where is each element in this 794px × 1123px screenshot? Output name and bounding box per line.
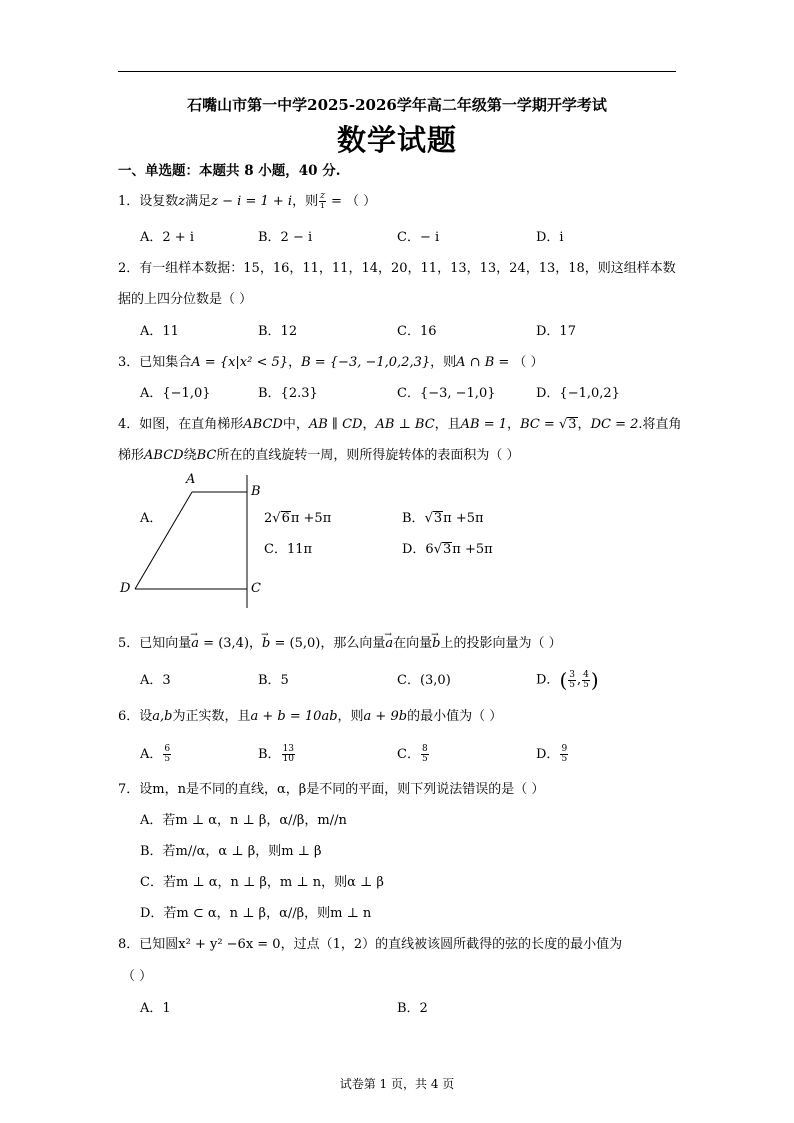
- q4-option-a[interactable]: 2√6π +5π: [264, 511, 332, 526]
- q2-option-c[interactable]: C．16: [397, 324, 437, 339]
- q3-option-a[interactable]: A．{−1,0}: [140, 386, 211, 401]
- exam-subtitle: 石嘴山市第一中学2025-2026学年高二年级第一学期开学考试: [187, 96, 607, 114]
- q7-option-c[interactable]: C．若m ⊥ α，n ⊥ β，m ⊥ n，则α ⊥ β: [140, 875, 384, 890]
- q1-option-b[interactable]: B．2 − i: [258, 230, 313, 245]
- q6-option-b[interactable]: B． $\frac{13}{10}$: [258, 744, 295, 764]
- q6-stem: 6．设a,b为正实数，且a + b = 10ab，则a + 9b的最小值为（ ）: [118, 709, 503, 724]
- q5-option-a[interactable]: A．3: [140, 673, 171, 688]
- q7-option-d[interactable]: D．若m ⊂ α，n ⊥ β，α//β，则m ⊥ n: [140, 906, 372, 921]
- point-label-c: C: [251, 581, 261, 596]
- q2-option-d[interactable]: D．17: [536, 324, 576, 339]
- q7-stem: 7．设m，n是不同的直线，α，β是不同的平面，则下列说法错误的是（ ）: [118, 782, 545, 797]
- q1-option-a[interactable]: A．2 + i: [140, 230, 194, 245]
- q1-option-d[interactable]: D．i: [536, 230, 564, 245]
- q1-stem: 1．设复数z满足z − i = 1 + i，则 $\frac{z}{i}$ = （ ）: [118, 191, 377, 211]
- edge-ad: [135, 492, 192, 589]
- q4-option-a-label[interactable]: A．: [140, 511, 163, 526]
- q3-stem: 3．已知集合A = {x|x² < 5}，B = {−3, −1,0,2,3}，则A ∩ B = （ ）: [118, 355, 544, 370]
- q3-option-b[interactable]: B．{2.3}: [258, 386, 318, 401]
- q8-stem-line2: （ ）: [122, 969, 153, 984]
- q5-option-b[interactable]: B．5: [258, 673, 289, 688]
- q5-stem: 5．已知向量→ a = (3,4)，→ b = (5,0)，那么向量→ a在向量→ b上的投影向量为（ ）: [118, 635, 562, 653]
- q2-stem-line2: 据的上四分位数是（ ）: [118, 292, 253, 307]
- q4-option-b[interactable]: B．√3π +5π: [402, 511, 484, 526]
- header-rule: [118, 71, 676, 72]
- q8-option-b[interactable]: B．2: [397, 1001, 428, 1016]
- section-heading: 一、单选题：本题共 8 小题，40 分.: [118, 163, 341, 179]
- q5-option-c[interactable]: C．(3,0): [397, 673, 451, 688]
- q2-option-b[interactable]: B．12: [258, 324, 298, 339]
- point-label-a: A: [186, 472, 196, 487]
- q4-stem-line2: 梯形ABCD绕BC所在的直线旋转一周，则所得旋转体的表面积为（ ）: [118, 448, 520, 463]
- trapezoid-figure: [110, 470, 270, 615]
- q7-option-b[interactable]: B．若m//α，α ⊥ β，则m ⊥ β: [140, 844, 322, 859]
- q8-option-a[interactable]: A．1: [140, 1001, 171, 1016]
- q6-option-a[interactable]: A． $\frac{6}{5}$: [140, 744, 171, 764]
- q3-option-c[interactable]: C．{−3, −1,0}: [397, 386, 496, 401]
- page-title: 数学试题: [336, 123, 457, 157]
- q3-option-d[interactable]: D．{−1,0,2}: [536, 386, 620, 401]
- q6-option-c[interactable]: C． $\frac{8}{5}$: [397, 744, 428, 764]
- q1-option-c[interactable]: C．− i: [397, 230, 440, 245]
- q5-option-d[interactable]: D．( $\frac{3}{5}$ , $\frac{4}{5}$ ): [536, 668, 599, 692]
- page-footer: 试卷第 1 页，共 4 页: [339, 1077, 455, 1091]
- q2-option-a[interactable]: A．11: [140, 324, 179, 339]
- q6-option-d[interactable]: D． $\frac{9}{5}$: [536, 744, 568, 764]
- q4-stem-line1: 4．如图，在直角梯形ABCD中，AB ∥ CD，AB ⊥ BC，且AB = 1，BC = √3，DC = 2.将直角: [118, 417, 682, 432]
- point-label-d: D: [120, 581, 131, 596]
- q8-stem-line1: 8．已知圆x² + y² −6x = 0，过点（1，2）的直线被该圆所截得的弦的长度的最小值为: [118, 937, 623, 952]
- q4-option-d[interactable]: D．6√3π +5π: [402, 542, 493, 557]
- q2-stem-line1: 2．有一组样本数据：15，16，11，11，14，20，11，13，13，24，13，18，则这组样本数: [118, 261, 676, 276]
- point-label-b: B: [251, 484, 261, 499]
- q4-option-c[interactable]: C．11π: [264, 542, 313, 557]
- q7-option-a[interactable]: A．若m ⊥ α，n ⊥ β，α//β，m//n: [140, 813, 347, 828]
